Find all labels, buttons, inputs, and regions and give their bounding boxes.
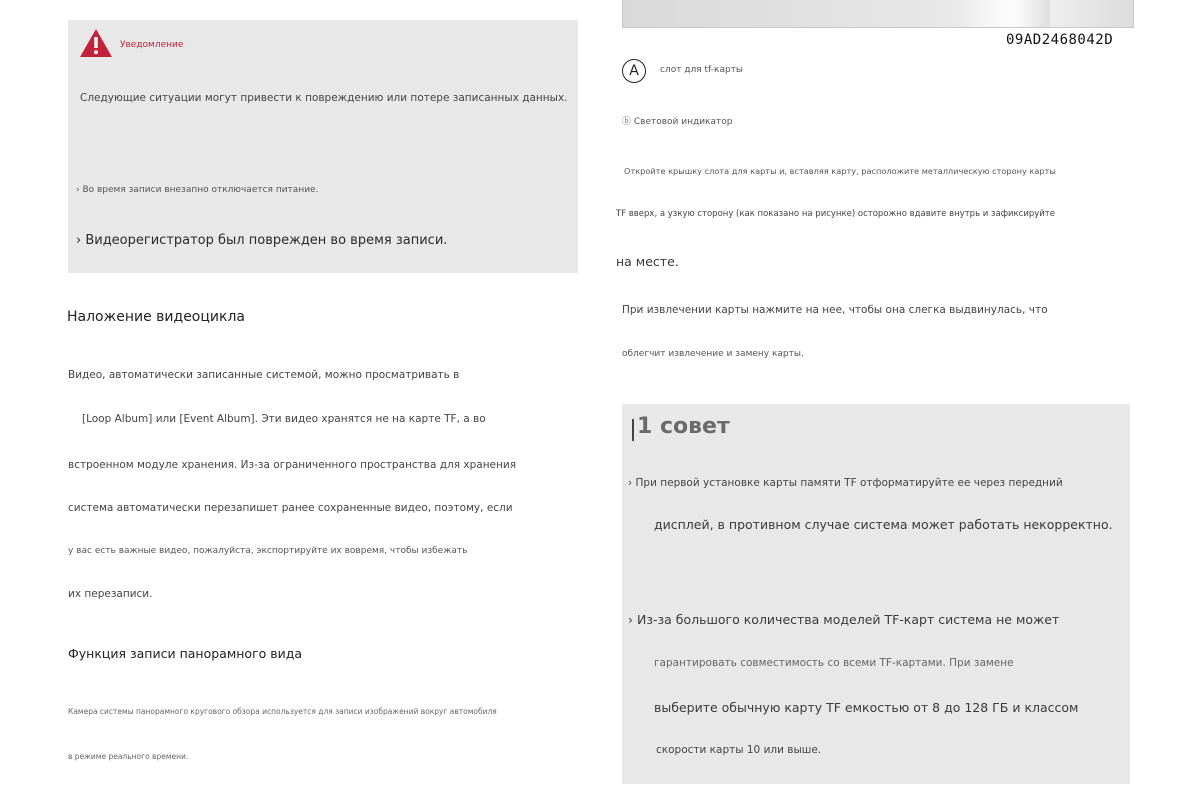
- instruction-line: TF вверх, а узкую сторону (как показано на рисунке) осторожно вдавите внутрь и зафиксируйте: [616, 209, 1055, 219]
- tip-title-bar: [632, 419, 634, 441]
- warning-bullet-power: › Во время записи внезапно отключается питание.: [76, 185, 319, 195]
- paragraph-line: их перезаписи.: [68, 588, 153, 600]
- tip-line: скорости карты 10 или выше.: [656, 744, 822, 756]
- serial-number: 09AD2468042D: [1006, 32, 1114, 48]
- warning-bullet-damage: › Видеорегистратор был поврежден во время записи.: [76, 233, 448, 248]
- tip-title: 1 совет: [637, 414, 730, 439]
- panorama-text-line: Камера системы панорамного кругового обзора используется для записи изображений вокруг автомобиля: [68, 707, 497, 716]
- tip-line: дисплей, в противном случае система может работать некорректно.: [654, 517, 1113, 532]
- section-heading-panorama: Функция записи панорамного вида: [68, 646, 303, 661]
- panorama-text-line: в режиме реального времени.: [68, 752, 189, 761]
- indicator-label: ⓑ Световой индикатор: [622, 117, 733, 127]
- instruction-line: Откройте крышку слота для карты и, вставляя карту, расположите металлическую сторону карты: [624, 166, 1056, 176]
- tip-line: › При первой установке карты памяти TF отформатируйте ее через передний: [628, 477, 1063, 489]
- device-image: [622, 0, 1134, 28]
- tip-line: гарантировать совместимость со всеми TF-картами. При замене: [654, 657, 1014, 669]
- paragraph-line: встроенном модуле хранения. Из-за ограниченного пространства для хранения: [68, 459, 517, 471]
- section-heading-loop: Наложение видеоцикла: [67, 309, 245, 325]
- label-a-circle: A: [622, 59, 646, 83]
- paragraph-line: система автоматически перезапишет ранее сохраненные видео, поэтому, если: [68, 502, 513, 514]
- instruction-line: на месте.: [616, 254, 679, 269]
- tip-line: › Из-за большого количества моделей TF-карт система не может: [628, 612, 1060, 627]
- paragraph-line: [Loop Album] или [Event Album]. Эти видео хранятся не на карте TF, а во: [82, 413, 486, 425]
- instruction-line: При извлечении карты нажмите на нее, чтобы она слегка выдвинулась, что: [622, 304, 1048, 316]
- paragraph-line: Видео, автоматически записанные системой, можно просматривать в: [68, 369, 460, 381]
- instruction-line: облегчит извлечение и замену карты.: [622, 349, 804, 359]
- slot-label: слот для tf-карты: [660, 65, 744, 75]
- tip-line: выберите обычную карту TF емкостью от 8 до 128 ГБ и классом: [654, 700, 1079, 715]
- warning-title: Уведомление: [120, 40, 184, 50]
- warning-triangle-icon: [79, 28, 113, 58]
- paragraph-line: у вас есть важные видео, пожалуйста, экспортируйте их вовремя, чтобы избежать: [68, 546, 468, 556]
- tip-box: [622, 404, 1130, 784]
- device-image-highlight: [960, 0, 1050, 27]
- warning-text: Следующие ситуации могут привести к повреждению или потере записанных данных.: [80, 92, 568, 104]
